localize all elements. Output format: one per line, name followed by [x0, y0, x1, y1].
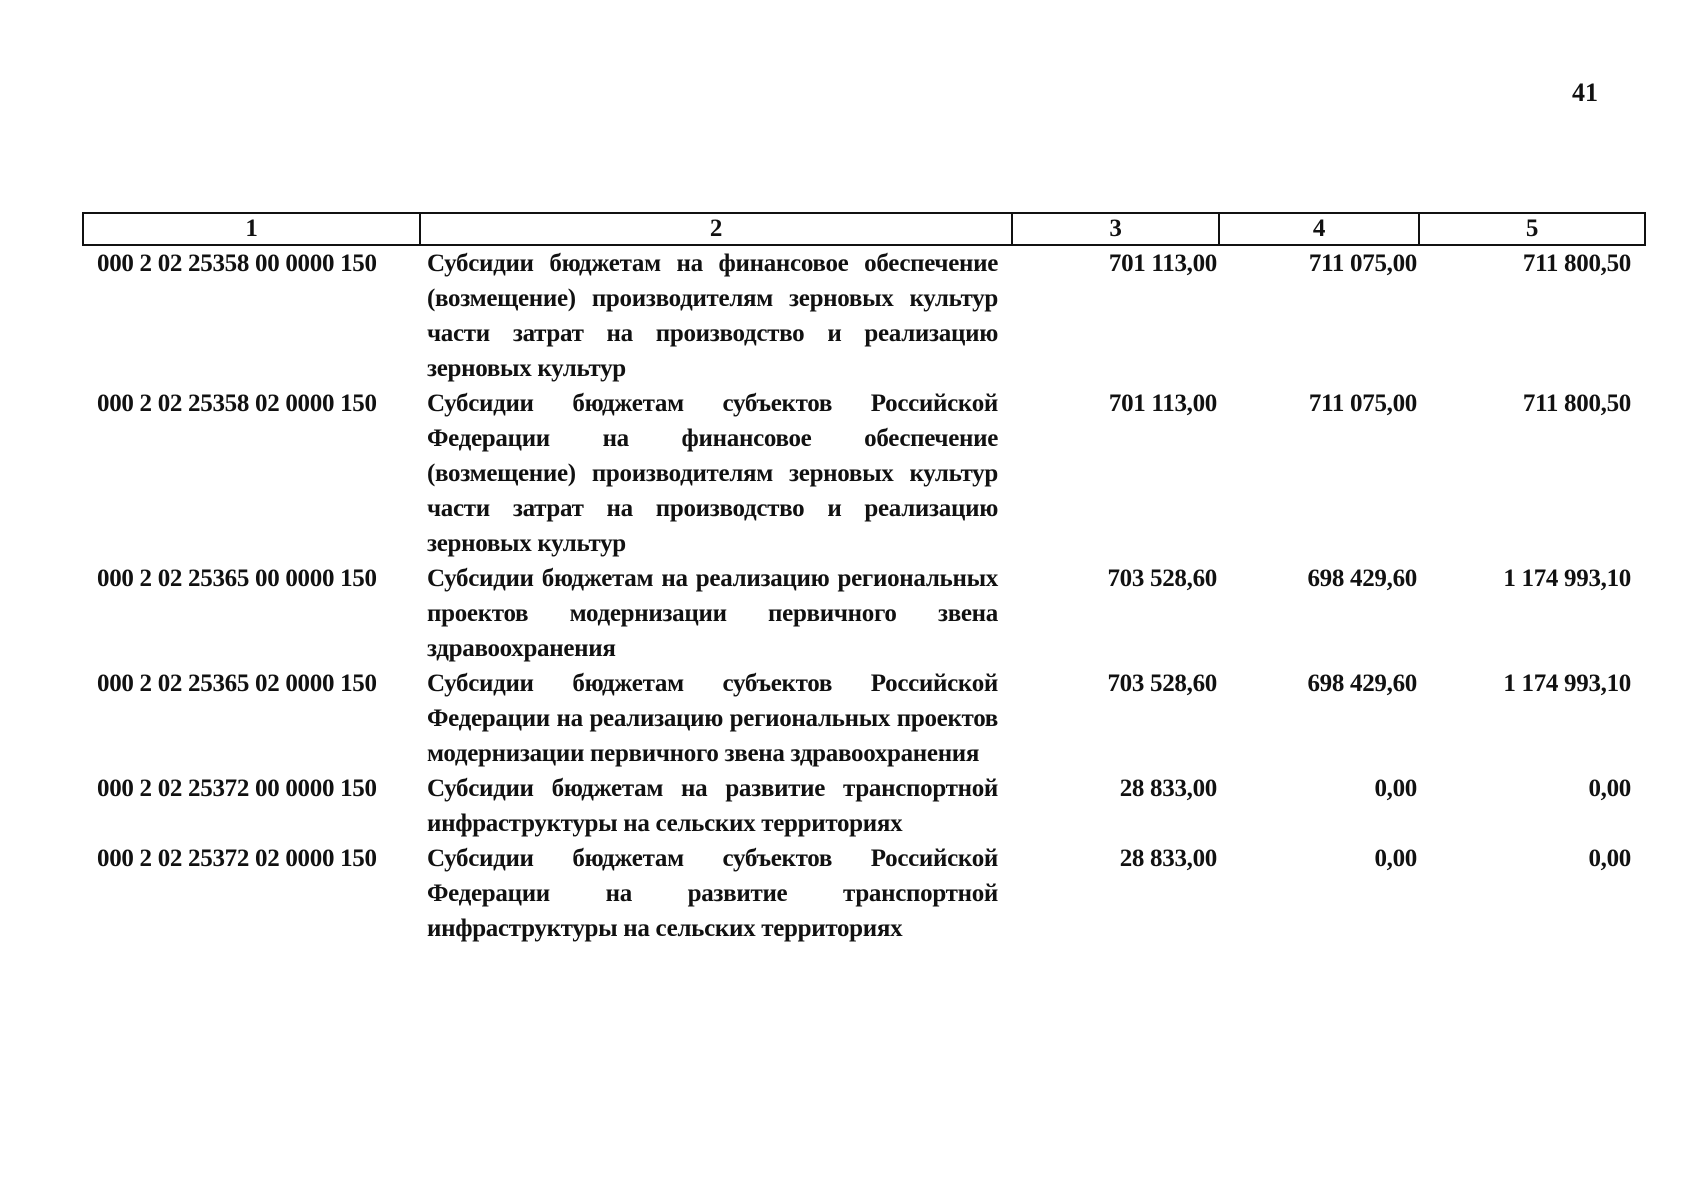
table-row	[83, 841, 1645, 946]
budget-code: 000 2 02 25372 00 0000 150	[97, 775, 377, 802]
amount-col-4: 711 075,00	[1308, 390, 1417, 417]
page-number: 41	[1572, 78, 1598, 107]
header-row	[83, 213, 1645, 245]
header-col-4: 4	[1219, 213, 1419, 245]
table-row	[83, 666, 1645, 771]
amount-col-3: 28 833,00	[1119, 775, 1217, 802]
amount-col-4: 698 429,60	[1307, 670, 1417, 697]
table-row	[83, 561, 1645, 666]
amount-col-3: 701 113,00	[1108, 250, 1217, 277]
amount-col-5: 711 800,50	[1522, 390, 1631, 417]
header-col-3: 3	[1012, 213, 1219, 245]
header-col-1: 1	[83, 213, 420, 245]
budget-code: 000 2 02 25358 02 0000 150	[97, 390, 377, 417]
table-row	[83, 771, 1645, 841]
row-description: Субсидии бюджетам субъектов Российской Федерации на финансовое обеспечение (возмещение) производителям зерновых культур части затрат на производство и реализацию зерновых культур	[427, 390, 998, 557]
header-col-2: 2	[420, 213, 1012, 245]
amount-col-4: 0,00	[1374, 845, 1417, 872]
amount-col-4: 698 429,60	[1307, 565, 1417, 592]
amount-col-3: 703 528,60	[1107, 565, 1217, 592]
amount-col-3: 703 528,60	[1107, 670, 1217, 697]
table-row	[83, 245, 1645, 386]
header-col-5: 5	[1419, 213, 1645, 245]
budget-code: 000 2 02 25372 02 0000 150	[97, 845, 377, 872]
budget-code: 000 2 02 25358 00 0000 150	[97, 250, 377, 277]
amount-col-5: 0,00	[1588, 775, 1631, 802]
table-header	[83, 213, 1645, 245]
budget-code: 000 2 02 25365 00 0000 150	[97, 565, 377, 592]
table-row	[83, 386, 1645, 561]
amount-col-5: 0,00	[1588, 845, 1631, 872]
amount-col-4: 711 075,00	[1308, 250, 1417, 277]
budget-table	[82, 212, 1646, 946]
table-body	[83, 245, 1645, 946]
amount-col-3: 28 833,00	[1119, 845, 1217, 872]
budget-code: 000 2 02 25365 02 0000 150	[97, 670, 377, 697]
row-description: Субсидии бюджетам на реализацию региональных проектов модернизации первичного звена здравоохранения	[427, 565, 998, 662]
row-description: Субсидии бюджетам на финансовое обеспечение (возмещение) производителям зерновых культур части затрат на производство и реализацию зерновых культур	[427, 250, 998, 382]
row-description: Субсидии бюджетам субъектов Российской Федерации на реализацию региональных проектов модернизации первичного звена здравоохранения	[427, 670, 998, 767]
amount-col-5: 1 174 993,10	[1503, 670, 1631, 697]
row-description: Субсидии бюджетам субъектов Российской Федерации на развитие транспортной инфраструктуры на сельских территориях	[427, 845, 998, 942]
amount-col-5: 711 800,50	[1522, 250, 1631, 277]
amount-col-4: 0,00	[1374, 775, 1417, 802]
amount-col-5: 1 174 993,10	[1503, 565, 1631, 592]
amount-col-3: 701 113,00	[1108, 390, 1217, 417]
row-description: Субсидии бюджетам на развитие транспортной инфраструктуры на сельских территориях	[427, 775, 998, 837]
